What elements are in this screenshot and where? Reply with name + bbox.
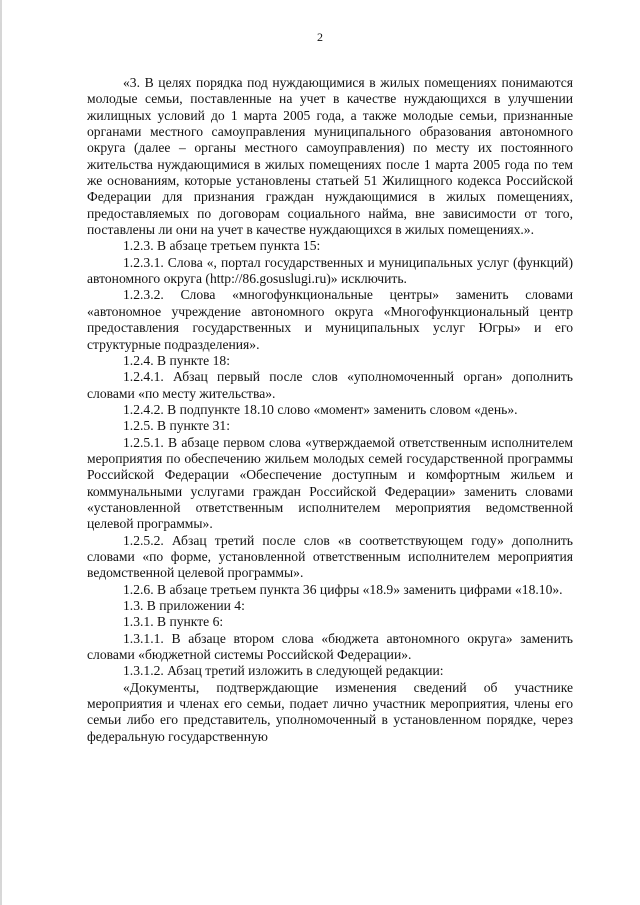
page-number: 2 <box>317 30 323 44</box>
paragraph-1-2-3-1: 1.2.3.1. Слова «, портал государственных и муниципальных услуг (функций) автономного округа (http://86.gosuslugi.ru)» исключить. <box>87 254 573 287</box>
paragraph-1-2-5-2: 1.2.5.2. Абзац третий после слов «в соответствующем году» дополнить словами «по форме, установленной ответственным исполнителем мероприятия ведомственной целевой программы». <box>87 532 573 581</box>
paragraph-documents: «Документы, подтверждающие изменения сведений об участнике мероприятия и членах его семьи, подает лично участник мероприятия, члены его семьи либо его представитель, уполномоченный в установленном порядке, через федеральную государственную <box>87 679 573 744</box>
paragraph-1-2-4-1: 1.2.4.1. Абзац первый после слов «уполномоченный орган» дополнить словами «по месту жительства». <box>87 369 573 401</box>
paragraph-1-2-3-2: 1.2.3.2. Слова «многофункциональные центры» заменить словами «автономное учреждение автономного округа «Многофункциональный центр предоставления государственных и муниципальных услуг Югры» и его структурные подразделения». <box>87 287 573 352</box>
paragraph-1-2-6: 1.2.6. В абзаце третьем пункта 36 цифры «18.9» заменить цифрами «18.10». <box>123 581 563 597</box>
paragraph-1-3-1-2: 1.3.1.2. Абзац третий изложить в следующей редакции: <box>123 663 444 679</box>
paragraph-1-3-1-1: 1.3.1.1. В абзаце втором слова «бюджета автономного округа» заменить словами «бюджетной системы Российской Федерации». <box>87 630 573 663</box>
paragraph-definition: «3. В целях порядка под нуждающимися в жилых помещениях понимаются молодые семьи, поставленные на учет в качестве нуждающихся в улучшении жилищных условий до 1 марта 2005 года, а также молодые семьи, признанные органами местного самоуправления муниципального образования автономного округа (далее – органы местного самоуправления) по месту их постоянного жительства нуждающимися в жилых помещениях после 1 марта 2005 года по тем же основаниям, которые установлены статьей 51 Жилищного кодекса Российской Федерации для признания граждан нуждающимися в жилых помещениях, предоставляемых по договорам социального найма, вне зависимости от того, поставлены ли они на учет в качестве нуждающихся в жилых помещениях.». <box>87 75 573 238</box>
document-body <box>87 75 573 745</box>
paragraph-1-3-1: 1.3.1. В пункте 6: <box>123 614 224 630</box>
paragraph-1-2-5: 1.2.5. В пункте 31: <box>123 418 230 434</box>
paragraph-1-2-5-1: 1.2.5.1. В абзаце первом слова «утверждаемой ответственным исполнителем мероприятия по обеспечению жильем молодых семей государственной программы Российской Федерации «Обеспечение доступным и комфортным жильем и коммунальными услугами граждан Российской Федерации» заменить словами «установленной ответственным исполнителем мероприятия ведомственной целевой программы». <box>87 434 573 532</box>
paragraph-1-2-4: 1.2.4. В пункте 18: <box>123 352 230 368</box>
paragraph-1-3: 1.3. В приложении 4: <box>123 598 245 613</box>
paragraph-1-2-3: 1.2.3. В абзаце третьем пункта 15: <box>123 238 321 254</box>
scan-edge <box>0 0 2 905</box>
paragraph-1-2-4-2: 1.2.4.2. В подпункте 18.10 слово «момент» заменить словом «день». <box>123 401 518 417</box>
